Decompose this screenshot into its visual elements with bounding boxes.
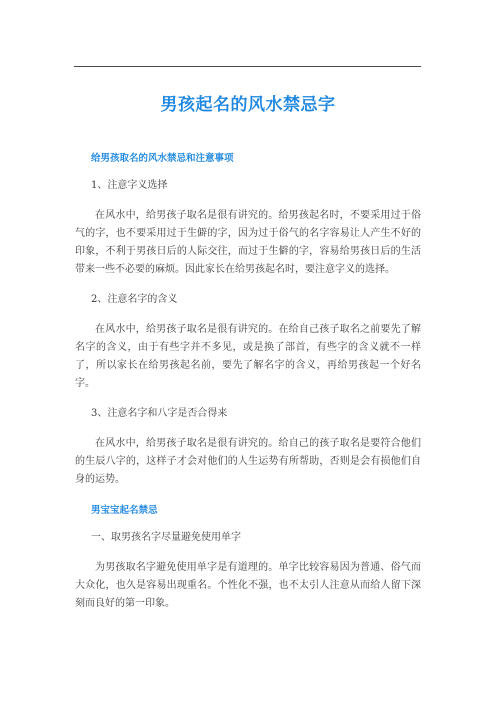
subheading: 2、注意名字的含义 — [91, 294, 178, 305]
section-heading: 给男孩取名的风水禁忌和注意事项 — [91, 153, 234, 164]
page-title: 男孩起名的风水禁忌字 — [160, 95, 336, 115]
paragraph: 在风水中，给男孩子取名是很有讲究的。给自己的孩子取名是要符合他们的生辰八字的，这样子才会对他们的人生运势有所帮助，否则是会有损他们自身的运势。 — [75, 438, 421, 485]
paragraph: 在风水中，给男孩子取名是很有讲究的。在给自己孩子取名之前要先了解名字的含义，由于有些字并不多见，或是换了部首，有些字的含义就不一样了，所以家长在给男孩起名前，要先了解名字的含义，再给男孩起一个好名字。 — [75, 324, 421, 389]
subheading: 1、注意字义选择 — [91, 180, 168, 191]
subheading: 3、注意名字和八字是否合得来 — [91, 408, 228, 419]
header-rule — [74, 66, 421, 67]
subheading: 一、取男孩名字尽量避免使用单字 — [91, 532, 241, 543]
section-heading: 男宝宝起名禁忌 — [91, 505, 158, 516]
paragraph: 在风水中，给男孩子取名是很有讲究的。给男孩起名时，不要采用过于俗气的字，也不要采用过于生僻的字，因为过于俗气的名字容易让人产生不好的印象，不利于男孩日后的人际交往，而过于生僻的字，容易给男孩日后的生活带来一些不必要的麻烦。因此家长在给男孩起名时，要注意字义的选择。 — [75, 210, 421, 275]
paragraph: 为男孩取名字避免使用单字是有道理的。单字比较容易因为普通、俗气而大众化，也久是容易出现重名。个性化不强，也不太引人注意从而给人留下深刻而良好的第一印象。 — [75, 562, 421, 609]
document-body — [75, 150, 421, 626]
